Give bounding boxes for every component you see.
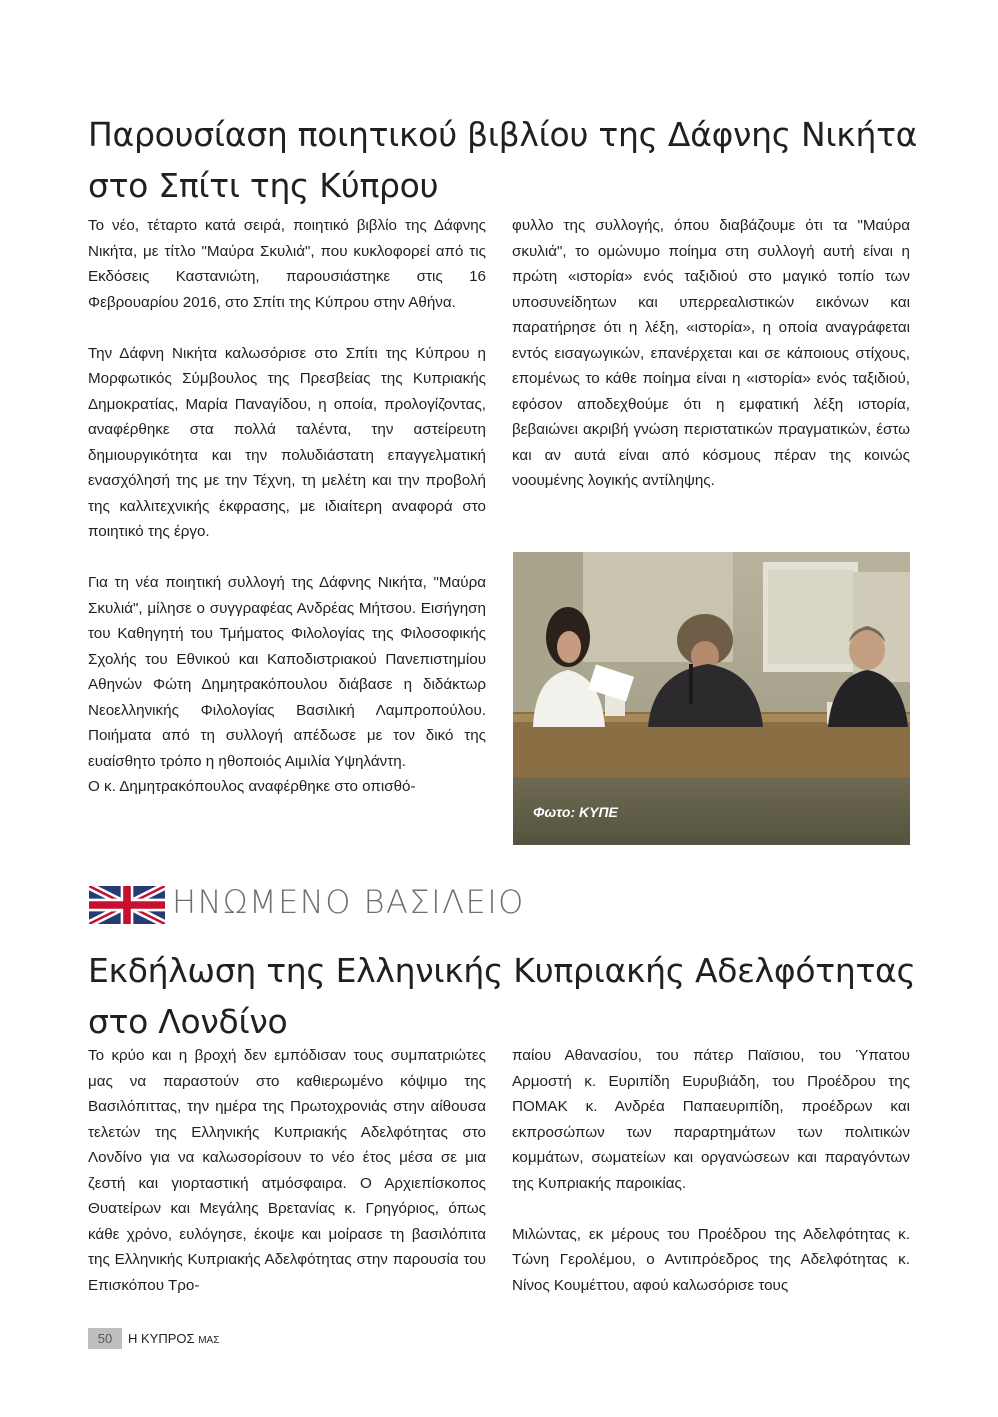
paragraph: φυλλο της συλλογής, όπου διαβάζουμε ότι τα "Μαύρα σκυλιά", το ομώνυμο ποίημα στη συλλογή αυτή είναι η πρώτη «ιστορία» ενός ταξιδιού στο μαγικό τοπίο των υποσυνείδητων και υπερρεαλιστικών εικόνων και παρατήρησε ότι η λέξη, «ιστορία», η οποία αναγράφεται εντός εισαγωγικών, επανέρχεται και σε κάποιους στίχους, επομένως το κάθε ποίημα είναι η «ιστορία» ενός ταξιδιού, εφόσον αποδεχθούμε ότι η εμφατική λέξη ιστορία, βεβαιώνει ακριβή γνώση περιστατικών πραγματικών, έστω και αν αυτά είναι από κόσμους πέραν της κοινώς νοουμένης λογικής αντίληψης. — [512, 217, 910, 489]
paragraph: Το νέο, τέταρτο κατά σειρά, ποιητικό βιβλίο της Δάφνης Νικήτα, με τίτλο "Μαύρα Σκυλιά", που κυκλοφορεί από τις Εκδόσεις Καστανιώτη, παρουσιάστηκε στις 16 Φεβρουαρίου 2016, στο Σπίτι της Κύπρου στην Αθήνα. — [88, 217, 486, 311]
section-title: ΗΝΩΜΕΝΟ ΒΑΣΙΛΕΙΟ — [172, 883, 525, 921]
magazine-title-small: ΜΑΣ — [198, 1335, 220, 1346]
event-photo — [513, 552, 910, 845]
magazine-title-main: Η ΚΥΠΡΟΣ — [128, 1331, 195, 1346]
magazine-title — [128, 1328, 219, 1351]
article-column-left — [88, 1043, 486, 1298]
article-column-left — [88, 213, 486, 800]
article-title-line: στο Σπίτι της Κύπρου — [88, 166, 439, 205]
article-title — [88, 109, 917, 211]
paragraph: Το κρύο και η βροχή δεν εμπόδισαν τους συμπατριώτες μας να παραστούν στο καθιερωμένο κόψιμο της Βασιλόπιττας, την ημέρα της Πρωτοχρονιάς στην αίθουσα τελετών της Ελληνικής Κυπριακής Αδελφότητας στο Λονδίνο για να καλωσορίσουν το νέο έτος μέσα σε μια ζεστή και γιορταστική ατμόσφαιρα. Ο Αρχιεπίσκοπος Θυατείρων και Μεγάλης Βρετανίας κ. Γρηγόριος, όπως κάθε χρόνο, ευλόγησε, έκοψε και μοίρασε τη βασιλόπιτα της Ελληνικής Κυπριακής Αδελφότητας στην παρουσία του Επισκόπου Τρο- — [88, 1047, 486, 1294]
article-column-right — [512, 213, 910, 494]
paragraph: Για τη νέα ποιητική συλλογή της Δάφνης Νικήτα, "Μαύρα Σκυλιά", μίλησε ο συγγραφέας Ανδρέας Μήτσου. Εισήγηση του Καθηγητή του Τμήματος Φιλολογίας της Φιλοσοφικής Σχολής του Εθνικού και Καποδιστριακού Πανεπιστημίου Αθηνών Φώτη Δημητρακόπουλου διάβασε η διδάκτωρ Νεοελληνικής Φιλολογίας Βασιλική Λαμπροπούλου. Ποιήματα από τη συλλογή απέδωσε με τον δικό της ευαίσθητο τρόπο η ηθοποιός Αιμιλία Υψηλάντη. — [88, 574, 486, 770]
paragraph: παίου Αθανασίου, του πάτερ Παϊσιου, του Ύπατου Αρμοστή κ. Ευριπίδη Ευρυβιάδη, του Προέδρου της ΠΟΜΑΚ κ. Ανδρέα Παπαευριπίδη, προέδρων και εκπροσώπων των παραρτημάτων των πολιτικών κομμάτων, σωματείων και οργανώσεων και παραγόντων της Κυπριακής παροικίας. — [512, 1047, 910, 1192]
article-title-line: Εκδήλωση της Ελληνικής Κυπριακής Αδελφότητας — [88, 951, 916, 990]
photo-caption: Φωτο: ΚΥΠΕ — [533, 804, 618, 820]
paragraph: Ο κ. Δημητρακόπουλος αναφέρθηκε στο οπισθό- — [88, 778, 416, 795]
article-column-right — [512, 1043, 910, 1298]
paragraph: Μιλώντας, εκ μέρους του Προέδρου της Αδελφότητας κ. Τώνη Γερολέμου, ο Αντιπρόεδρος της Αδελφότητας κ. Νίνος Κουμέττου, αφού καλωσόρισε τους — [512, 1225, 910, 1294]
article-title — [88, 945, 916, 1047]
uk-flag-icon — [88, 886, 166, 924]
paragraph: Την Δάφνη Νικήτα καλωσόρισε στο Σπίτι της Κύπρου η Μορφωτικός Σύμβουλος της Πρεσβείας της Κυπριακής Δημοκρατίας, Μαρία Παναγίδου, η οποία, προλογίζοντας, αναφέρθηκε στα πολλά ταλέντα, την αστείρευτη δημιουργικότητα και την πολυδιάστατη επαγγελματική ενασχόλησή της με την Τέχνη, τη μελέτη και την προβολή της καλλιτεχνικής έκφρασης, με ιδιαίτερη αναφορά στο ποιητικό της έργο. — [88, 344, 486, 540]
article-title-line: στο Λονδίνο — [88, 1002, 288, 1041]
page-number: 50 — [88, 1328, 122, 1349]
event-photo-image — [513, 552, 910, 845]
article-title-line: Παρουσίαση ποιητικού βιβλίου της Δάφνης Νικήτα — [88, 115, 918, 154]
